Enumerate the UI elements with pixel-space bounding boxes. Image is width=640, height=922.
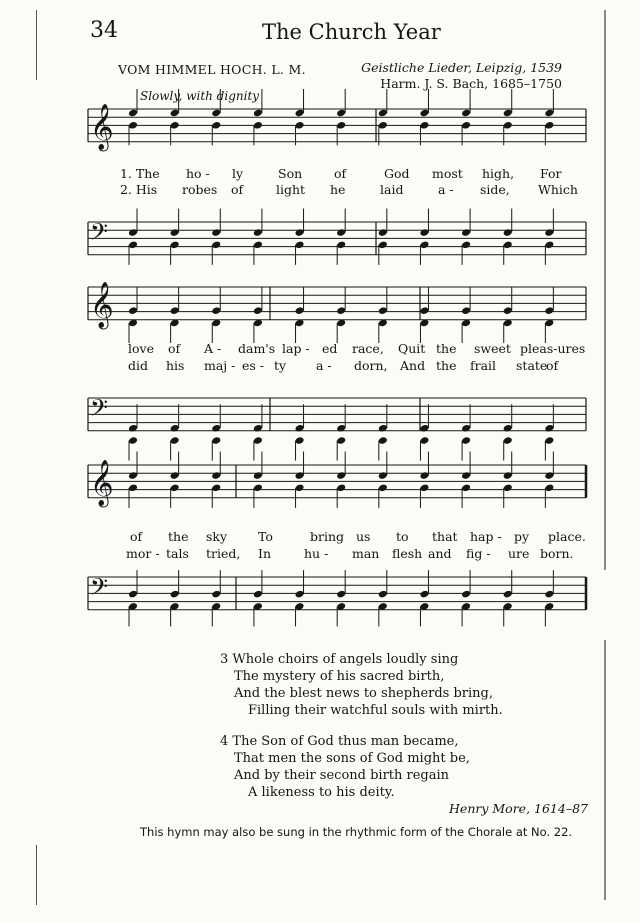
lyric-syllable: robes <box>182 182 218 197</box>
lyric-syllable: flesh <box>392 546 423 561</box>
lyric-syllable: ure <box>508 546 530 561</box>
lyric-syllable: light <box>276 182 306 197</box>
lyric-syllable: maj - <box>204 358 236 373</box>
lyric-syllable: high, <box>482 166 515 181</box>
lyric-syllable: that <box>432 529 458 544</box>
lyric-syllable: In <box>258 546 271 561</box>
bass-clef: 𝄢 <box>90 573 109 606</box>
lyric-syllable: God <box>384 166 410 181</box>
lyric-syllable: of <box>168 341 181 356</box>
lyric-syllable: 1. The <box>120 166 160 181</box>
bass-clef: 𝄢 <box>90 394 109 427</box>
tune-name: VOM HIMMEL HOCH. L. M. <box>118 62 306 77</box>
lyric-syllable: A - <box>204 341 222 356</box>
lyric-syllable: ed <box>322 341 338 356</box>
lyric-syllable: ly <box>232 166 244 181</box>
lyric-syllable: dorn, <box>354 358 388 373</box>
lyric-syllable: lap - <box>282 341 310 356</box>
lyric-syllable: Which <box>538 182 578 197</box>
lyric-syllable: he <box>330 182 346 197</box>
stanza-line: And the blest news to shepherds bring, <box>234 686 494 701</box>
lyric-syllable: pleas-ures <box>520 341 586 356</box>
footnote: This hymn may also be sung in the rhythmic form of the Chorale at No. 22. <box>140 825 573 839</box>
lyric-syllable: the <box>436 341 457 356</box>
lyric-syllable: his <box>166 358 185 373</box>
lyric-syllable: hap - <box>470 529 502 544</box>
stanza-line: That men the sons of God might be, <box>234 751 470 766</box>
lyric-syllable: most <box>432 166 463 181</box>
lyric-syllable: a - <box>438 182 454 197</box>
lyric-syllable: frail <box>470 358 497 373</box>
stanza-line: And by their second birth regain <box>234 768 450 783</box>
lyric-syllable: es - <box>242 358 265 373</box>
lyric-syllable: of <box>231 182 244 197</box>
lyric-syllable: tried, <box>206 546 241 561</box>
tune-source: Geistliche Lieder, Leipzig, 1539 <box>361 60 562 75</box>
lyric-syllable: born. <box>540 546 574 561</box>
lyric-syllable: ho - <box>186 166 210 181</box>
stanza-line: 3 Whole choirs of angels loudly sing <box>220 652 459 667</box>
lyric-syllable: 2. His <box>120 182 158 197</box>
lyric-syllable: tals <box>166 546 189 561</box>
lyric-syllable: and <box>428 546 452 561</box>
scan-edge-mark <box>604 640 606 900</box>
lyric-syllable: state <box>516 358 548 373</box>
lyric-syllable: place. <box>548 529 586 544</box>
harmonization-credit: Harm. J. S. Bach, 1685–1750 <box>380 76 562 91</box>
lyric-syllable: to <box>396 529 409 544</box>
stanza-line: 4 The Son of God thus man became, <box>220 734 459 749</box>
tempo-marking: Slowly, with dignity <box>140 89 260 103</box>
treble-clef: 𝄞 <box>90 104 114 150</box>
lyric-syllable: mor - <box>126 546 160 561</box>
lyric-syllable: py <box>514 529 530 544</box>
lyric-syllable: the <box>168 529 189 544</box>
scan-edge-mark <box>604 10 606 570</box>
lyric-syllable: love <box>128 341 154 356</box>
lyric-syllable: sky <box>206 529 228 544</box>
scan-edge-mark <box>36 845 37 905</box>
lyric-syllable: hu - <box>304 546 329 561</box>
lyric-syllable: side, <box>480 182 510 197</box>
lyric-syllable: of <box>130 529 143 544</box>
treble-clef: 𝄞 <box>90 282 114 328</box>
bass-clef: 𝄢 <box>90 218 109 251</box>
lyric-syllable: laid <box>380 182 404 197</box>
lyric-syllable: of <box>546 358 559 373</box>
lyric-syllable: Quit <box>398 341 426 356</box>
stanza-line: The mystery of his sacred birth, <box>234 669 445 684</box>
lyric-syllable: us <box>356 529 371 544</box>
lyric-syllable: For <box>540 166 562 181</box>
lyric-syllable: a - <box>316 358 332 373</box>
lyric-syllable: did <box>128 358 149 373</box>
lyric-syllable: the <box>436 358 457 373</box>
scan-edge-mark <box>36 10 37 80</box>
lyric-syllable: race, <box>352 341 384 356</box>
lyric-syllable: Son <box>278 166 303 181</box>
treble-clef: 𝄞 <box>90 460 114 506</box>
lyric-syllable: fig - <box>466 546 491 561</box>
lyric-syllable: man <box>352 546 380 561</box>
page-number: 34 <box>90 18 118 43</box>
lyric-syllable: bring <box>310 529 345 544</box>
stanza-line: A likeness to his deity. <box>248 785 395 800</box>
stanza-line: Filling their watchful souls with mirth. <box>248 703 503 718</box>
lyric-syllable: of <box>334 166 347 181</box>
page-title: The Church Year <box>262 20 441 44</box>
text-author: Henry More, 1614–87 <box>449 801 588 816</box>
lyric-syllable: sweet <box>474 341 511 356</box>
lyric-syllable: To <box>258 529 273 544</box>
lyric-syllable: And <box>400 358 426 373</box>
lyric-syllable: dam's <box>238 341 276 356</box>
lyric-syllable: ty <box>274 358 287 373</box>
